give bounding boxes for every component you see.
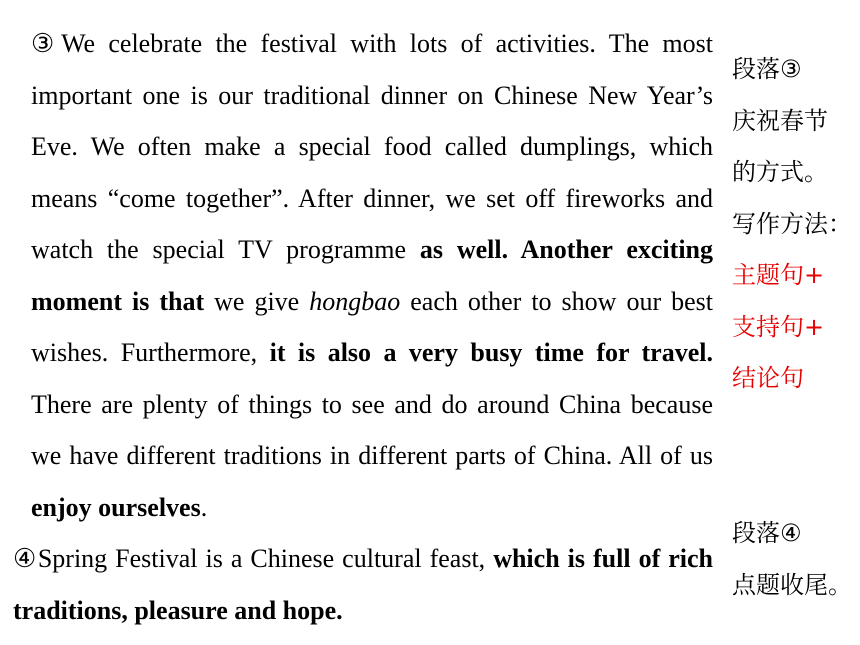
essay-body: [13, 18, 713, 636]
note-p3-line2: 的方式。: [732, 158, 828, 186]
p4-text-1: Spring Festival is a Chinese cultural feast,: [37, 544, 494, 573]
paragraph-4: [13, 533, 713, 636]
p3-text-5: .: [200, 492, 208, 522]
p3-italic-hongbao: hongbao: [309, 286, 401, 316]
p3-bold-1: as well. Another exciting moment is that: [31, 235, 713, 316]
note-p3-red2: 支持句+: [732, 312, 825, 341]
note-p3-line3: 写作方法：: [732, 209, 852, 238]
paragraph-3-number: ③: [31, 29, 62, 58]
p4-bold-1: which is full of rich traditions, pleasure and hope.: [13, 544, 714, 625]
note-p4-line1: 点题收尾。: [732, 570, 852, 599]
note-paragraph-3: [732, 44, 860, 405]
note-p3-red3: 结论句: [732, 364, 804, 392]
p3-text-4: There are plenty of things to see and do around China because we have different traditions in different parts of China. All of us: [31, 389, 713, 470]
p3-bold-3: enjoy ourselves: [31, 492, 201, 522]
paragraph-3: [13, 18, 713, 533]
note-p3-line1: 庆祝春节: [732, 106, 828, 135]
note-paragraph-4: [732, 508, 860, 611]
p3-text-2: we give: [204, 286, 310, 316]
note-p3-red1: 主题句+: [732, 261, 825, 289]
p3-text-3: each other to show our best wishes. Furthermore,: [31, 286, 714, 367]
note-p4-title: 段落④: [732, 519, 802, 547]
p3-bold-2: it is also a very busy time for travel.: [269, 338, 713, 367]
paragraph-4-number: ④: [13, 544, 38, 573]
note-p3-title: 段落③: [732, 55, 802, 83]
p3-text-1: We celebrate the festival with lots of activities. The most important one is our traditional dinner on Chinese New Year’s Eve. We often make a special food called dumplings, which means “come together”. After dinner, we set off fireworks and watch the special TV programme: [31, 29, 713, 264]
